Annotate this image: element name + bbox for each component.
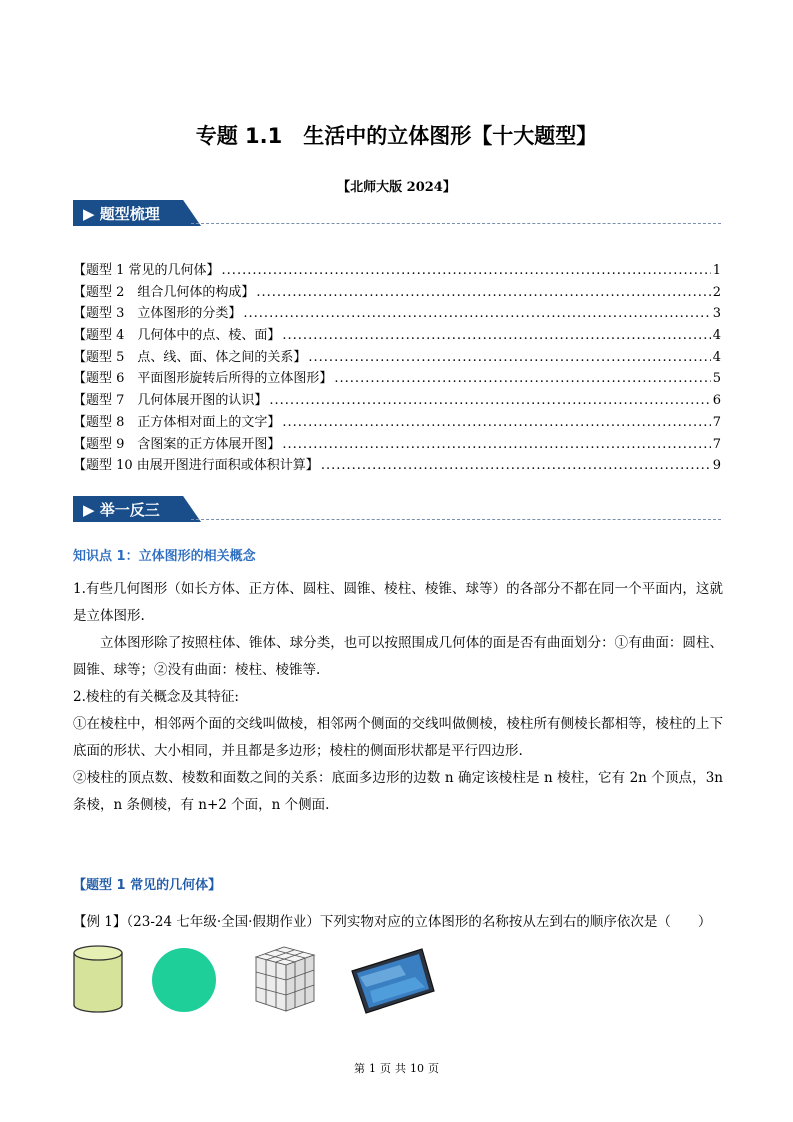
toc-item-page: 5	[712, 371, 721, 387]
example-1	[73, 910, 711, 930]
examples-banner	[73, 496, 721, 522]
toc-item-label: 【题型 9 含图案的正方体展开图】	[73, 436, 281, 452]
examples-banner-label: 举一反三	[99, 501, 160, 519]
footer-prefix: 第	[354, 1062, 365, 1075]
toc-item-page: 7	[712, 436, 721, 452]
cylinder-figure	[74, 946, 122, 1012]
play-icon: ▶	[83, 501, 100, 519]
toc-item-page: 7	[712, 414, 721, 430]
toc-item[interactable]	[73, 346, 721, 368]
paragraph: 1.有些几何图形（如长方体、正方体、圆柱、圆锥、棱柱、棱锥、球等）的各部分不都在同一个平面内，这就是立体图形.	[73, 581, 723, 624]
toc-item-page: 9	[712, 458, 721, 474]
toc-item-page: 6	[712, 393, 721, 409]
toc-leader	[243, 306, 710, 321]
tablet-figure	[352, 949, 434, 1013]
toc-item[interactable]	[73, 281, 721, 303]
toc-banner-label: 题型梳理	[99, 205, 160, 223]
paragraph: 2.棱柱的有关概念及其特征:	[73, 689, 239, 705]
sphere-figure	[152, 948, 216, 1012]
toc-item-label: 【题型 4 几何体中的点、棱、面】	[73, 328, 281, 344]
toc-item[interactable]	[73, 302, 721, 324]
toc-item-label: 【题型 3 立体图形的分类】	[73, 306, 242, 322]
type-heading: 【题型 1 常见的几何体】	[73, 878, 222, 893]
toc-item-label: 【题型 7 几何体展开图的认识】	[73, 393, 268, 409]
toc-item-label: 【题型 10 由展开图进行面积或体积计算】	[73, 458, 319, 474]
page-title: 专题 1.1 生活中的立体图形【十大题型】	[195, 124, 598, 148]
toc-item-label: 【题型 1 常见的几何体】	[73, 263, 220, 278]
footer-suffix: 页	[428, 1062, 439, 1075]
toc-leader	[321, 458, 711, 473]
paragraph: ②棱柱的顶点数、棱数和面数之间的关系：底面多边形的边数 n 确定该棱柱是 n 棱柱，它有 2n 个顶点，3n 条棱，n 条侧棱，有 n+2 个面，n 个侧面.	[73, 770, 723, 813]
toc-leader	[334, 371, 710, 386]
banner-dashed-line	[191, 519, 721, 520]
footer-word: 共	[395, 1062, 406, 1075]
toc-leader	[282, 437, 710, 452]
edition-label: 【北师大版 2024】	[337, 180, 456, 195]
footer-word: 页	[380, 1062, 391, 1075]
cube-figure	[256, 947, 314, 1011]
footer-total-pages: 10	[410, 1062, 424, 1075]
toc-item-label: 【题型 2 组合几何体的构成】	[73, 284, 255, 300]
toc-item[interactable]	[73, 454, 721, 476]
toc-item[interactable]	[73, 433, 721, 455]
play-icon: ▶	[83, 205, 100, 223]
knowledge-body	[73, 576, 723, 819]
toc-leader	[256, 285, 710, 300]
toc-item-page: 4	[712, 328, 721, 344]
toc-item-label: 【题型 6 平面图形旋转后所得的立体图形】	[73, 371, 333, 387]
toc-leader	[308, 350, 710, 365]
toc-item[interactable]	[73, 411, 721, 433]
banner-dashed-line	[191, 223, 721, 224]
figure-row	[70, 943, 450, 1018]
toc-leader	[282, 328, 710, 343]
toc-leader	[269, 393, 710, 408]
example-label: 【例 1】	[73, 914, 127, 930]
toc-item-label: 【题型 8 正方体相对面上的文字】	[73, 414, 281, 430]
toc-item[interactable]	[73, 367, 721, 389]
toc-item-page: 4	[712, 349, 721, 365]
toc-item-label: 【题型 5 点、线、面、体之间的关系】	[73, 349, 307, 365]
paragraph: 立体图形除了按照柱体、锥体、球分类，也可以按照围成几何体的面是否有曲面划分：①有曲面：圆柱、圆锥、球等；②没有曲面：棱柱、棱锥等.	[73, 635, 723, 678]
footer-page-number: 1	[369, 1062, 376, 1075]
knowledge-point-heading: 知识点 1：立体图形的相关概念	[73, 549, 256, 564]
toc-item-page: 1	[712, 263, 721, 278]
page-footer	[0, 1060, 793, 1076]
toc-item[interactable]	[73, 259, 721, 281]
toc-item[interactable]	[73, 389, 721, 411]
toc-item[interactable]	[73, 324, 721, 346]
toc-leader	[282, 415, 710, 430]
example-text: （23-24 七年级·全国·假期作业）下列实物对应的立体图形的名称按从左到右的顺序依次是（ ）	[126, 914, 712, 930]
toc-banner	[73, 200, 721, 226]
toc-item-page: 3	[712, 306, 721, 322]
toc-leader	[222, 263, 711, 278]
table-of-contents	[73, 259, 721, 476]
paragraph: ①在棱柱中，相邻两个面的交线叫做棱，相邻两个侧面的交线叫做侧棱，棱柱所有侧棱长都相等，棱柱的上下底面的形状、大小相同，并且都是多边形；棱柱的侧面形状都是平行四边形.	[73, 716, 723, 759]
toc-item-page: 2	[712, 284, 721, 300]
